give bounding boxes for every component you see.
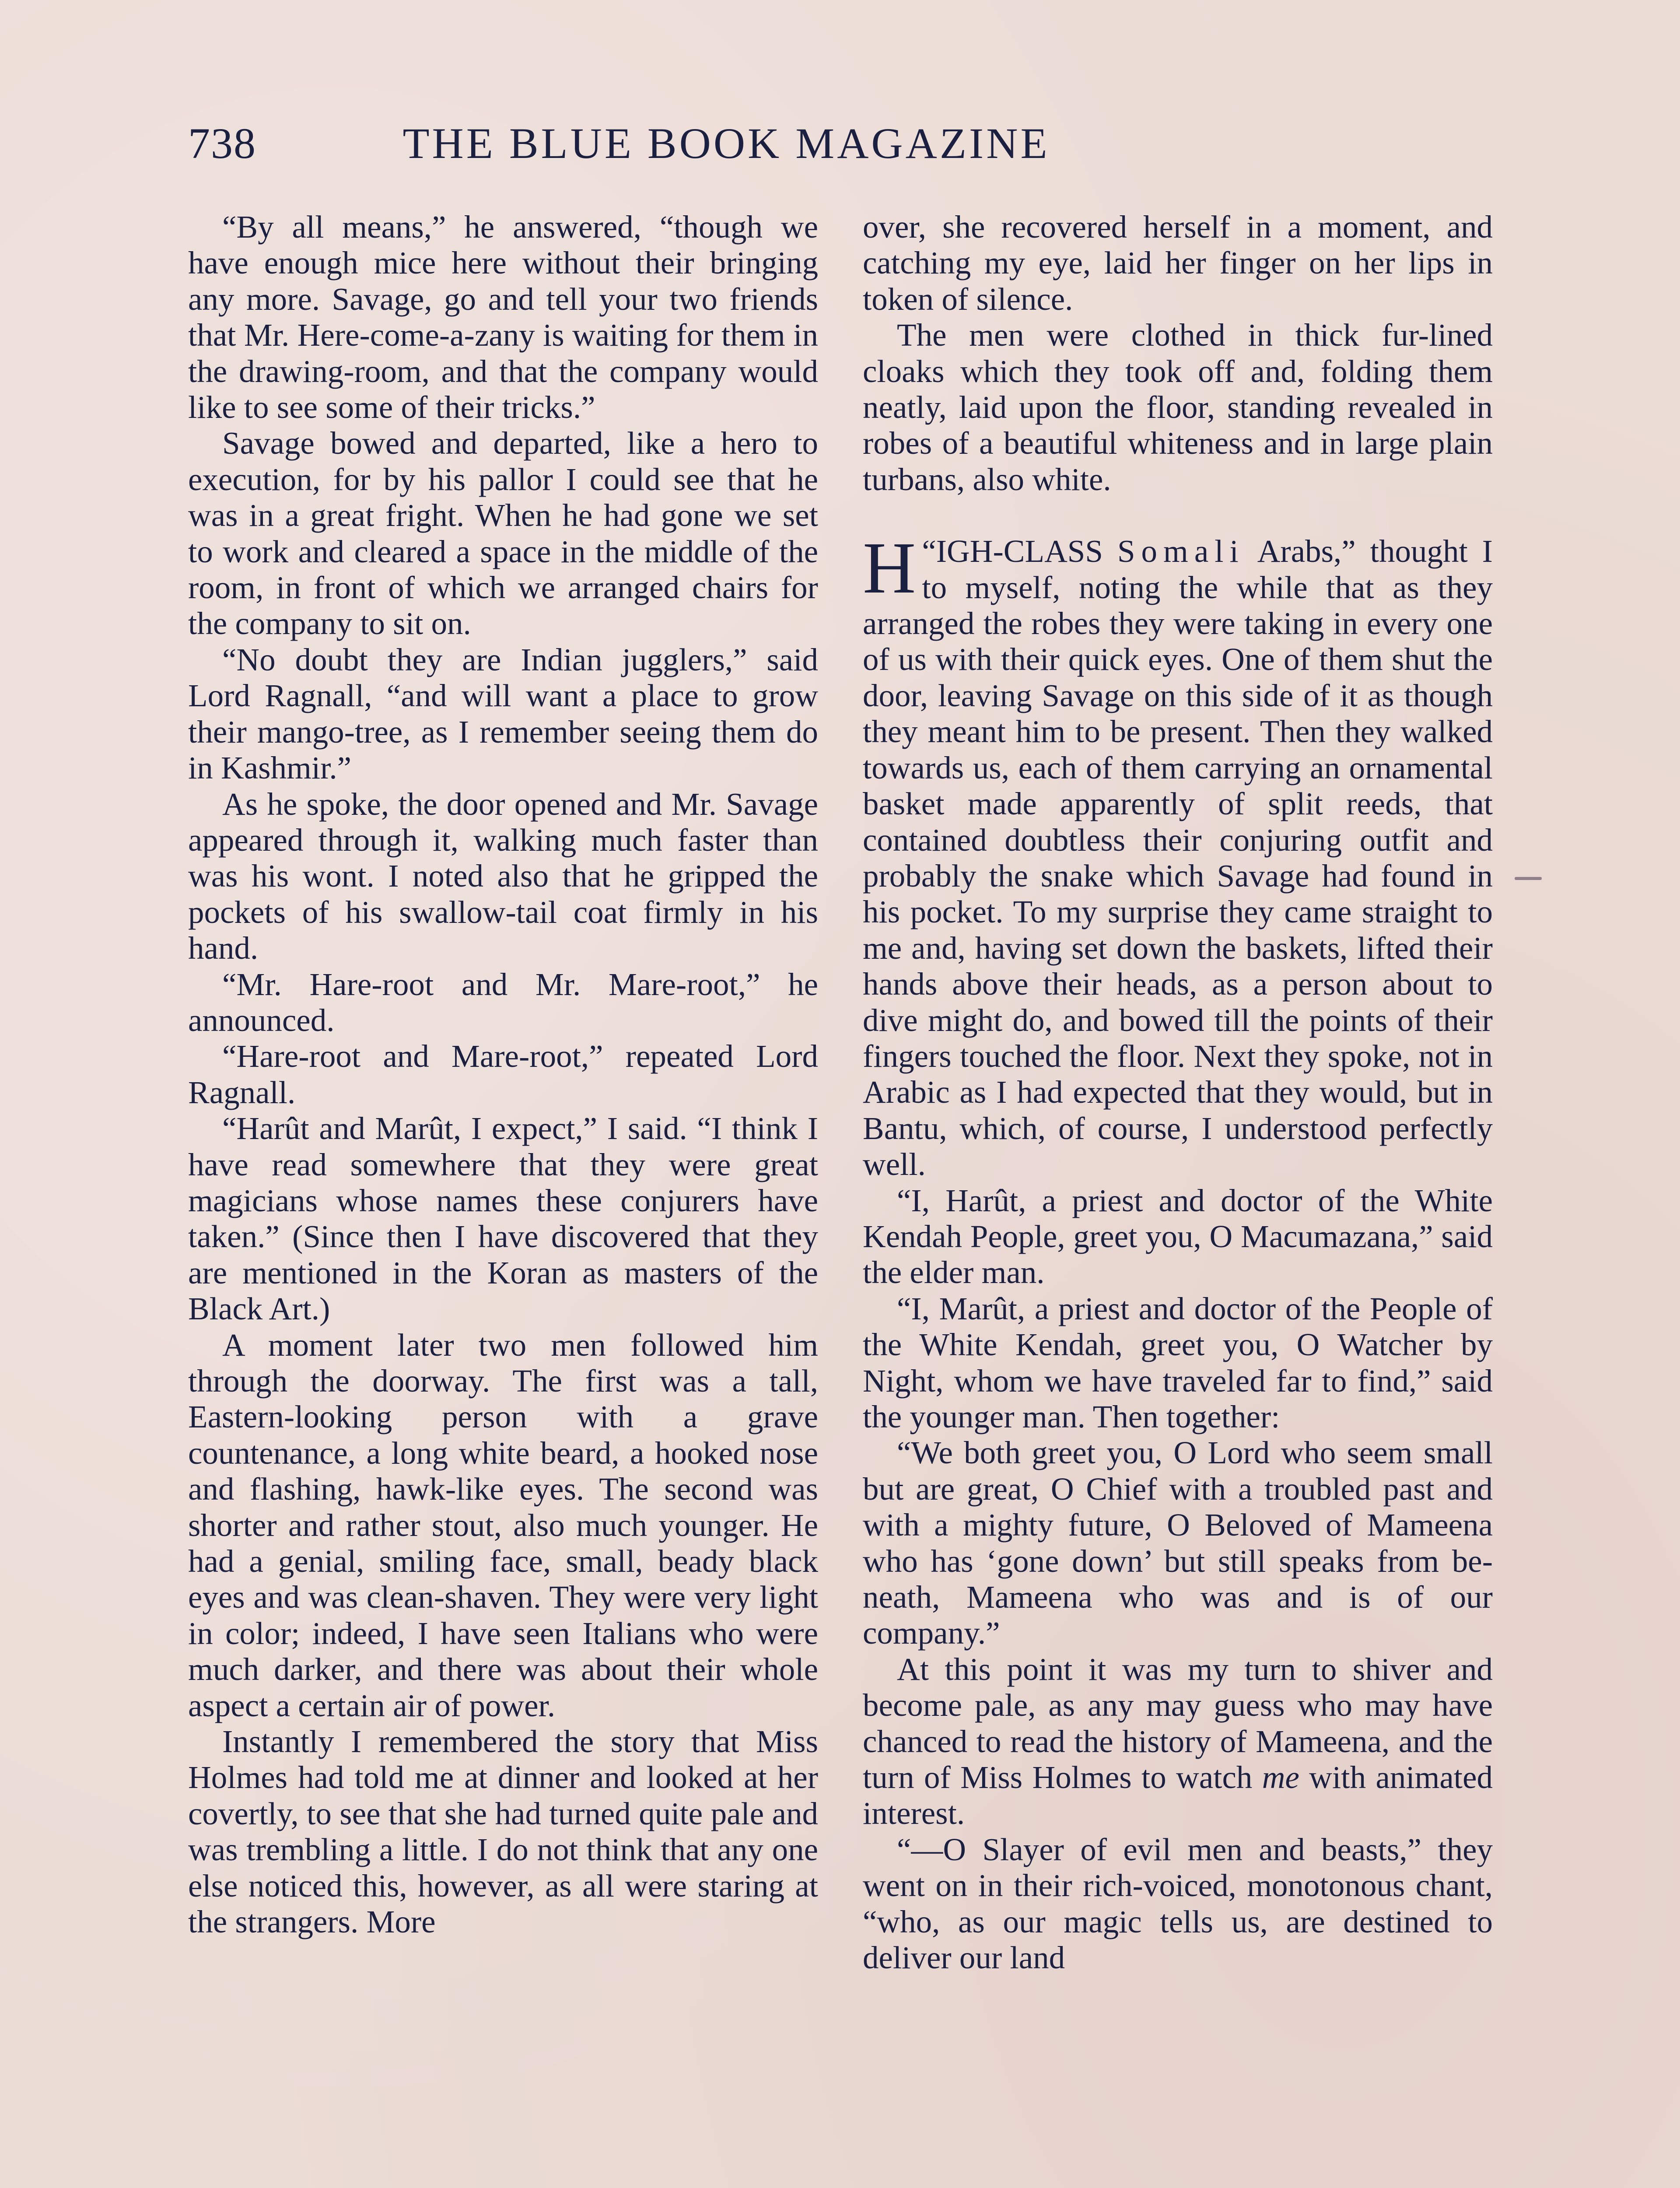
spaced-word: Somali (1117, 533, 1245, 569)
paragraph: “By all means,” he answered, “though we have enough mice here without their bringing any more. Savage, go and tell your two friends that Mr. Here-come-a-zany is waiting for them in the drawing-room, and that the company would like to see some of their tricks.” (188, 209, 818, 425)
page-number: 738 (188, 119, 256, 168)
margin-mark (1515, 877, 1542, 880)
paragraph-continuation: over, she recovered herself in a moment, and catching my eye, laid her finger on her lips in token of silence. (863, 209, 1493, 317)
paragraph: A moment later two men followed him through the doorway. The first was a tall, Eastern-looking person with a grave countenance, a long white beard, a hooked nose and flashing, hawk-like eyes. The second was shorter and rather stout, also much younger. He had a genial, smiling face, small, beady black eyes and was clean-shaven. They were very light in color; indeed, I have seen Italians who were much darker, and there was about their whole aspect a certain air of power. (188, 1327, 818, 1723)
dropcap-paragraph (863, 527, 1493, 1182)
paragraph: “Hare-root and Mare-root,” repeated Lord Ragnall. (188, 1038, 818, 1110)
opening-quote: “ (922, 533, 936, 569)
paragraph: Savage bowed and departed, like a hero to execution, for by his pallor I could see that he was in a great fright. When he had gone we set to work and cleared a space in the middle of the room, in front of which we arranged chairs for the company to sit on. (188, 425, 818, 642)
paragraph: “—O Slayer of evil men and beasts,” they went on in their rich-voiced, monotonous chant, “who, as our magic tells us, are destined to deliver our land (863, 1831, 1493, 1976)
page-header (188, 117, 1208, 170)
italic-word: me (1262, 1760, 1299, 1795)
paragraph: As he spoke, the door opened and Mr. Savage appeared through it, walking much faster than was his wont. I noted also that he gripped the pockets of his swallow-tail coat firmly in his hand. (188, 786, 818, 966)
right-column (863, 209, 1493, 1976)
dropcap-text: Arabs,” thought I to myself, noting the while that as they arranged the robes they were taking in every one of us with their quick eyes. One of them shut the door, leaving Savage on this side of it as though they meant him to be present. Then they walked towards us, each of them carrying an ornamental basket made apparently of split reeds, that contained doubtless their conjuring outfit and probably the snake which Savage had found in his pocket. To my surprise they came straight to me and, having set down the baskets, lifted their hands above their heads, as a person about to dive might do, and bowed till the points of their fingers touched the floor. Next they spoke, not in Arabic as I had expected that they would, but in Bantu, which, of course, I understood perfectly well. (863, 533, 1493, 1182)
text-run: At this point it was my turn to shiver and become pale, as any may guess who may have chanced to read the history of Mameena, and the turn of Miss Holmes to watch (863, 1651, 1493, 1795)
dropcap-word-rest: IGH-CLASS (936, 533, 1117, 569)
paragraph: “We both greet you, O Lord who seem small but are great, O Chief with a troubled past and with a mighty future, O Beloved of Mameena who has ‘gone down’ but still speaks from beneath, Mameena who was and is of our company.” (863, 1435, 1493, 1651)
paragraph: Instantly I remembered the story that Miss Holmes had told me at dinner and looked at her covertly, to see that she had turned quite pale and was trembling a little. I do not think that any one else noticed this, however, as all were staring at the strangers. More (188, 1724, 818, 1940)
paragraph (863, 1652, 1493, 1832)
text-run: with animated interest. (863, 1760, 1493, 1831)
paragraph: “Mr. Hare-root and Mr. Mare-root,” he announced. (188, 966, 818, 1038)
drop-cap-letter: H (863, 527, 916, 609)
paragraph: “No doubt they are Indian jugglers,” said Lord Ragnall, “and will want a place to grow their mango-tree, as I remember seeing them do in Kashmir.” (188, 642, 818, 786)
paragraph: “I, Marût, a priest and doctor of the People of the White Kendah, greet you, O Watcher by Night, whom we have traveled far to find,” said the younger man. Then together: (863, 1290, 1493, 1434)
left-column (188, 209, 818, 1940)
paragraph: “Harût and Marût, I expect,” I said. “I think I have read somewhere that they were great magicians whose names these conjurers have taken.” (Since then I have discovered that they are mentioned in the Koran as masters of the Black Art.) (188, 1111, 818, 1327)
magazine-title: THE BLUE BOOK MAGAZINE (402, 119, 1050, 168)
paragraph: The men were clothed in thick fur-lined cloaks which they took off and, folding them neatly, laid upon the floor, standing revealed in robes of a beautiful whiteness and in large plain turbans, also white. (863, 317, 1493, 497)
paragraph: “I, Harût, a priest and doctor of the White Kendah People, greet you, O Macumazana,” said the elder man. (863, 1182, 1493, 1290)
